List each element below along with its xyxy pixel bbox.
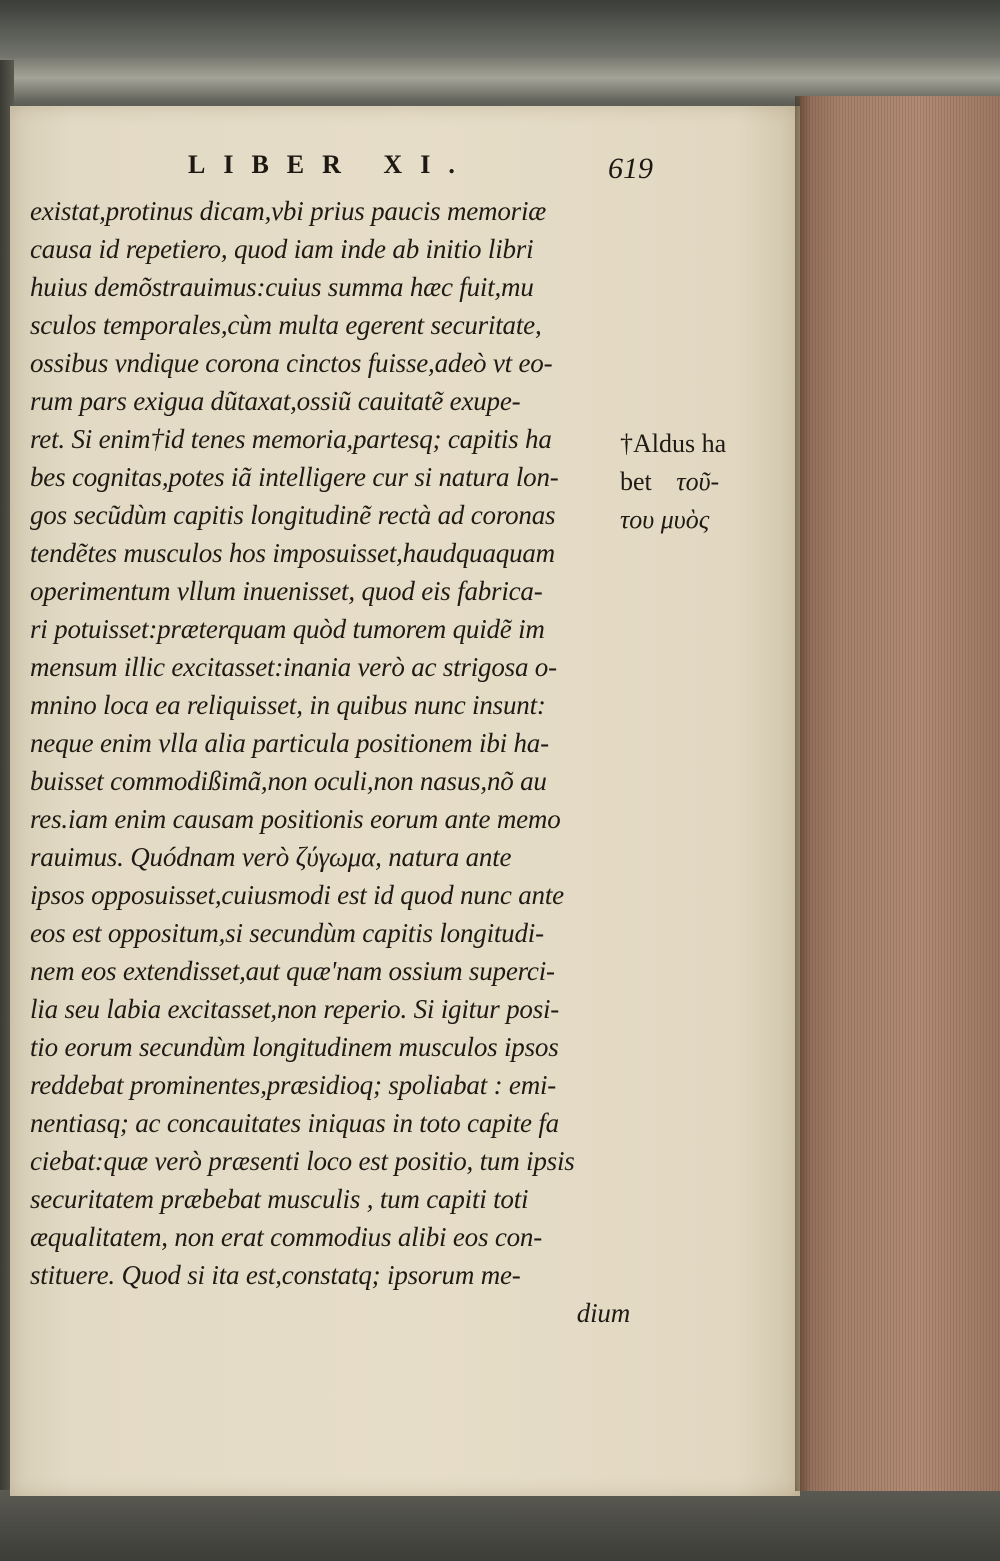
text-line: lia seu labia excitasset,non reperio. Si igitur posi- xyxy=(30,994,560,1024)
page-fore-edge xyxy=(800,96,1000,1491)
marginal-note xyxy=(620,425,780,539)
text-line: sculos temporales,cùm multa egerent securitate, xyxy=(30,310,542,340)
text-line: mnino loca ea reliquisset, in quibus nunc insunt: xyxy=(30,690,546,720)
text-line: æqualitatem, non erat commodius alibi eos con- xyxy=(30,1222,543,1252)
page-header xyxy=(188,150,668,190)
text-line: stituere. Quod si ita est,constatq; ipsorum me- xyxy=(30,1260,521,1290)
text-line: ri potuisset:præterquam quòd tumorem quidẽ im xyxy=(30,614,545,644)
marginal-note-line: †Aldus ha xyxy=(620,429,727,458)
text-line: gos secũdùm capitis longitudinẽ rectà ad coronas xyxy=(30,500,556,530)
text-line: rum pars exigua dũtaxat,ossiũ cauitatẽ exupe- xyxy=(30,386,521,416)
marginal-note-line xyxy=(620,463,780,501)
text-line: ret. Si enim†id tenes memoria,partesq; capitis ha xyxy=(30,424,552,454)
book-cover-bottom xyxy=(0,1490,1000,1561)
text-line: eos est oppositum,si secundùm capitis longitudi- xyxy=(30,918,544,948)
text-line: ossibus vndique corona cinctos fuisse,adeò vt eo- xyxy=(30,348,553,378)
text-line: reddebat prominentes,præsidioq; spoliabat : emi- xyxy=(30,1070,557,1100)
catchword: dium xyxy=(576,1298,630,1328)
text-line: nentiasq; ac concauitates iniquas in toto capite fa xyxy=(30,1108,559,1138)
running-head: LIBER XI. xyxy=(188,150,473,179)
text-line: neque enim vlla alia particula positionem ibi ha- xyxy=(30,728,549,758)
text-line: securitatem præbebat musculis , tum capiti toti xyxy=(30,1184,529,1214)
text-line: ciebat:quæ verò præsenti loco est positio, tum ipsis xyxy=(30,1146,575,1176)
text-line: rauimus. Quódnam verò ζύγωμα, natura ante xyxy=(30,842,512,872)
text-line: huius demõstrauimus:cuius summa hæc fuit,mu xyxy=(30,272,534,302)
text-line: causa id repetiero, quod iam inde ab initio libri xyxy=(30,234,534,264)
text-line: tio eorum secundùm longitudinem musculos ipsos xyxy=(30,1032,559,1062)
marginal-note-greek: τοῦ- xyxy=(676,467,720,496)
text-line: nem eos extendisset,aut quæ'nam ossium superci- xyxy=(30,956,555,986)
text-line: operimentum vllum inuenisset, quod eis fabrica- xyxy=(30,576,543,606)
page-number: 619 xyxy=(608,152,653,185)
marginal-note-latin: bet xyxy=(620,467,652,496)
text-line: res.iam enim causam positionis eorum ante memo xyxy=(30,804,561,834)
text-line: tendẽtes musculos hos imposuisset,haudquaquam xyxy=(30,538,555,568)
text-line: ipsos opposuisset,cuiusmodi est id quod nunc ante xyxy=(30,880,564,910)
text-line: mensum illic excitasset:inania verò ac strigosa o- xyxy=(30,652,557,682)
book-cover-band xyxy=(0,58,1000,98)
text-line: buisset commodißimã,non oculi,non nasus,nõ au xyxy=(30,766,547,796)
body-text xyxy=(30,192,630,1332)
marginal-note-line: του μυὸς xyxy=(620,505,710,534)
text-line: existat,protinus dicam,vbi prius paucis memoriæ xyxy=(30,196,547,226)
gutter-shadow xyxy=(795,96,811,1491)
text-line: bes cognitas,potes iã intelligere cur si natura lon- xyxy=(30,462,559,492)
